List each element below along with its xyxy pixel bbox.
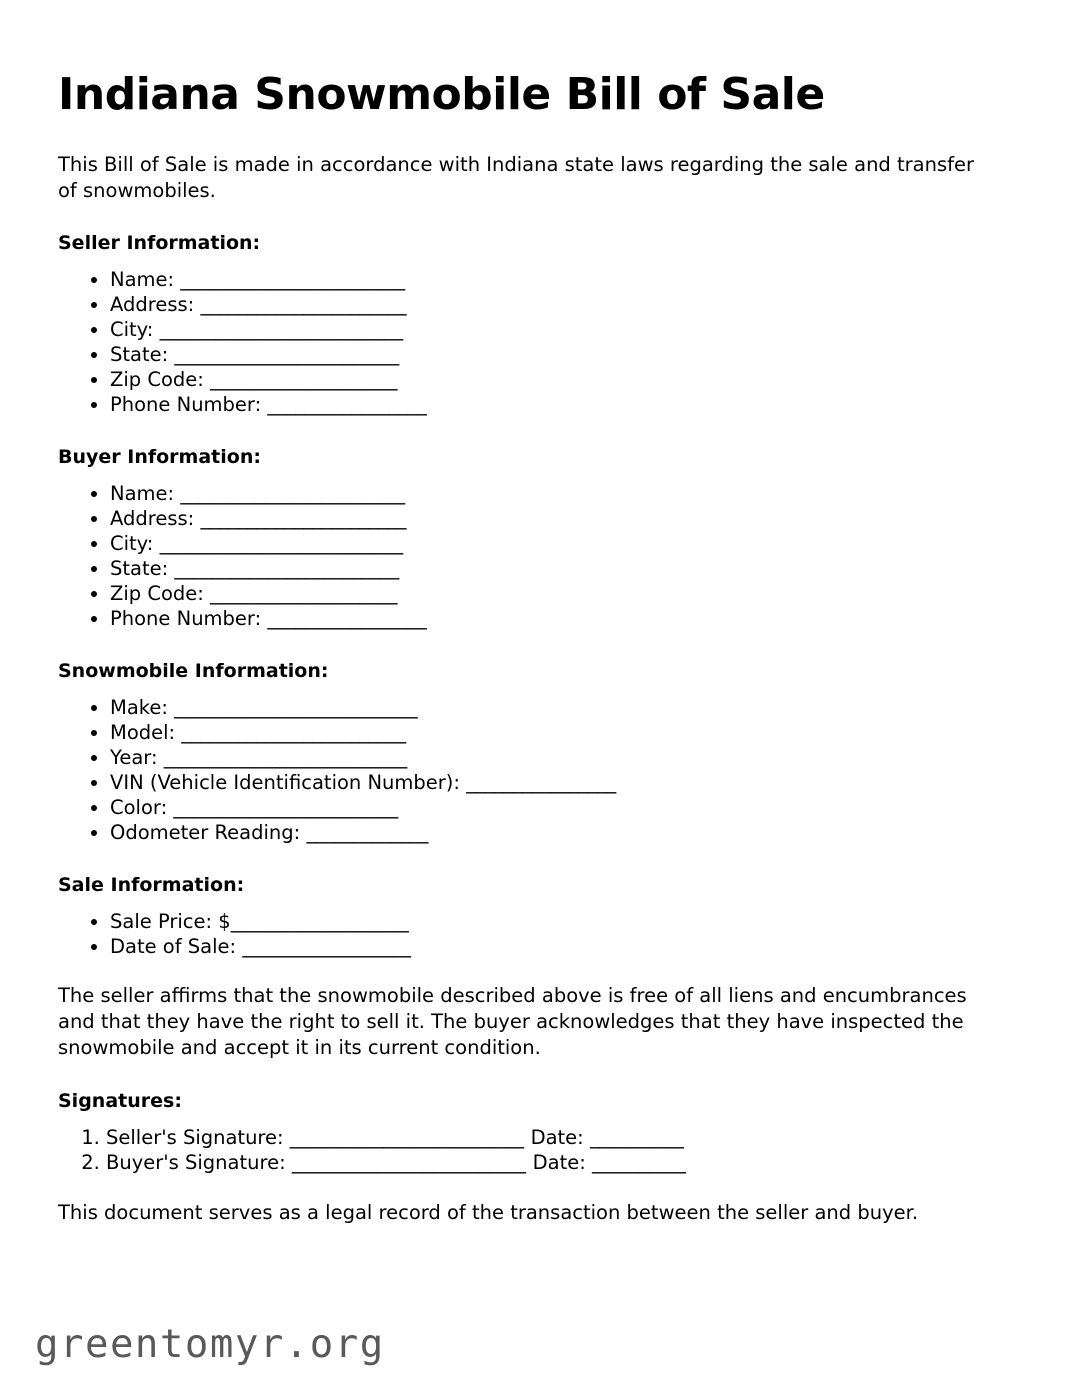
field-blank[interactable]: ________________________ bbox=[180, 482, 405, 506]
field-blank[interactable]: _________________ bbox=[267, 393, 427, 417]
list-item bbox=[110, 317, 986, 342]
list-item bbox=[110, 795, 986, 820]
list-item bbox=[110, 695, 986, 720]
list-item bbox=[110, 506, 986, 531]
snowmobile-field-list bbox=[58, 682, 986, 845]
closing-paragraph: This document serves as a legal record of the transaction between the seller and buyer. bbox=[58, 1201, 919, 1225]
field-label: Zip Code: bbox=[110, 368, 211, 392]
field-label: Make: bbox=[110, 696, 175, 720]
list-item bbox=[110, 606, 986, 631]
list-item bbox=[110, 745, 986, 770]
field-blank[interactable]: _________________ bbox=[267, 607, 427, 631]
list-item bbox=[110, 556, 986, 581]
signature-list bbox=[58, 1112, 986, 1175]
field-label: Sale Price: $ bbox=[110, 910, 231, 934]
field-label: City: bbox=[110, 532, 160, 556]
field-blank[interactable]: ____________________ bbox=[210, 368, 398, 392]
seller-information-heading: Seller Information: bbox=[58, 232, 261, 255]
list-item bbox=[110, 581, 986, 606]
site-watermark: greentomyr.org bbox=[35, 1322, 385, 1367]
field-label: Model: bbox=[110, 721, 182, 745]
list-item bbox=[110, 934, 986, 959]
field-blank[interactable]: __________________________ bbox=[159, 532, 403, 556]
affirmation-block bbox=[58, 959, 986, 1061]
field-blank[interactable]: _____________ bbox=[306, 821, 428, 845]
signature-blank[interactable]: _________________________ bbox=[289, 1126, 524, 1150]
field-label: Date of Sale: bbox=[110, 935, 243, 959]
snowmobile-information-heading: Snowmobile Information: bbox=[58, 660, 329, 683]
list-item bbox=[110, 342, 986, 367]
field-label: Year: bbox=[110, 746, 164, 770]
list-item bbox=[110, 531, 986, 556]
field-blank[interactable]: ________________________ bbox=[174, 343, 399, 367]
affirmation-paragraph: The seller affirms that the snowmobile described above is free of all liens and encumbrances and that they have the right to sell it. The buyer acknowledges that they have inspected the snowmobile and accept it in its current condition. bbox=[58, 984, 967, 1060]
field-label: Color: bbox=[110, 796, 174, 820]
list-item bbox=[110, 292, 986, 317]
field-label: Address: bbox=[110, 507, 201, 531]
signature-date-blank[interactable]: __________ bbox=[589, 1126, 684, 1150]
buyer-field-list bbox=[58, 468, 986, 631]
list-item bbox=[110, 820, 986, 845]
field-label: State: bbox=[110, 557, 175, 581]
field-blank[interactable]: ________________________ bbox=[173, 796, 398, 820]
seller-field-list bbox=[58, 254, 986, 417]
signature-date-blank[interactable]: __________ bbox=[592, 1151, 686, 1175]
field-blank[interactable]: ________________________ bbox=[180, 268, 405, 292]
field-label: Phone Number: bbox=[110, 393, 268, 417]
document-body bbox=[58, 0, 986, 1226]
field-blank[interactable]: __________________________ bbox=[163, 746, 407, 770]
closing-block bbox=[58, 1175, 986, 1226]
field-blank[interactable]: ________________ bbox=[466, 771, 616, 795]
sale-information-heading: Sale Information: bbox=[58, 874, 245, 897]
field-label: VIN (Vehicle Identification Number): bbox=[110, 771, 467, 795]
signature-label: Seller's Signature: bbox=[106, 1126, 290, 1150]
field-blank[interactable]: ______________________ bbox=[200, 507, 407, 531]
intro-paragraph: This Bill of Sale is made in accordance with Indiana state laws regarding the sale and transfer of snowmobiles. bbox=[58, 152, 975, 202]
field-label: State: bbox=[110, 343, 175, 367]
field-label: Name: bbox=[110, 268, 181, 292]
list-item bbox=[110, 720, 986, 745]
field-blank[interactable]: ____________________ bbox=[210, 582, 398, 606]
field-label: Name: bbox=[110, 482, 181, 506]
buyer-information-heading: Buyer Information: bbox=[58, 446, 261, 469]
field-blank[interactable]: __________________________ bbox=[159, 318, 403, 342]
field-label: Zip Code: bbox=[110, 582, 211, 606]
signature-date-label: Date: bbox=[530, 1126, 590, 1150]
field-blank[interactable]: ________________________ bbox=[181, 721, 406, 745]
field-blank[interactable]: __________________________ bbox=[174, 696, 418, 720]
field-blank[interactable]: ___________________ bbox=[230, 910, 409, 934]
list-item bbox=[110, 367, 986, 392]
field-blank[interactable]: ______________________ bbox=[200, 293, 407, 317]
signature-date-label: Date: bbox=[532, 1151, 593, 1175]
list-item bbox=[110, 267, 986, 292]
list-item bbox=[110, 770, 986, 795]
field-label: City: bbox=[110, 318, 160, 342]
signature-blank[interactable]: _________________________ bbox=[291, 1151, 526, 1175]
list-item bbox=[110, 481, 986, 506]
field-blank[interactable]: __________________ bbox=[242, 935, 411, 959]
list-item bbox=[110, 909, 986, 934]
signature-label: Buyer's Signature: bbox=[106, 1151, 292, 1175]
field-label: Address: bbox=[110, 293, 201, 317]
field-label: Odometer Reading: bbox=[110, 821, 307, 845]
field-blank[interactable]: ________________________ bbox=[174, 557, 399, 581]
page-title: Indiana Snowmobile Bill of Sale bbox=[58, 69, 825, 120]
signatures-heading: Signatures: bbox=[58, 1090, 182, 1113]
sale-field-list bbox=[58, 896, 986, 959]
list-item bbox=[106, 1125, 986, 1150]
list-item bbox=[110, 392, 986, 417]
field-label: Phone Number: bbox=[110, 607, 268, 631]
list-item bbox=[106, 1150, 986, 1175]
